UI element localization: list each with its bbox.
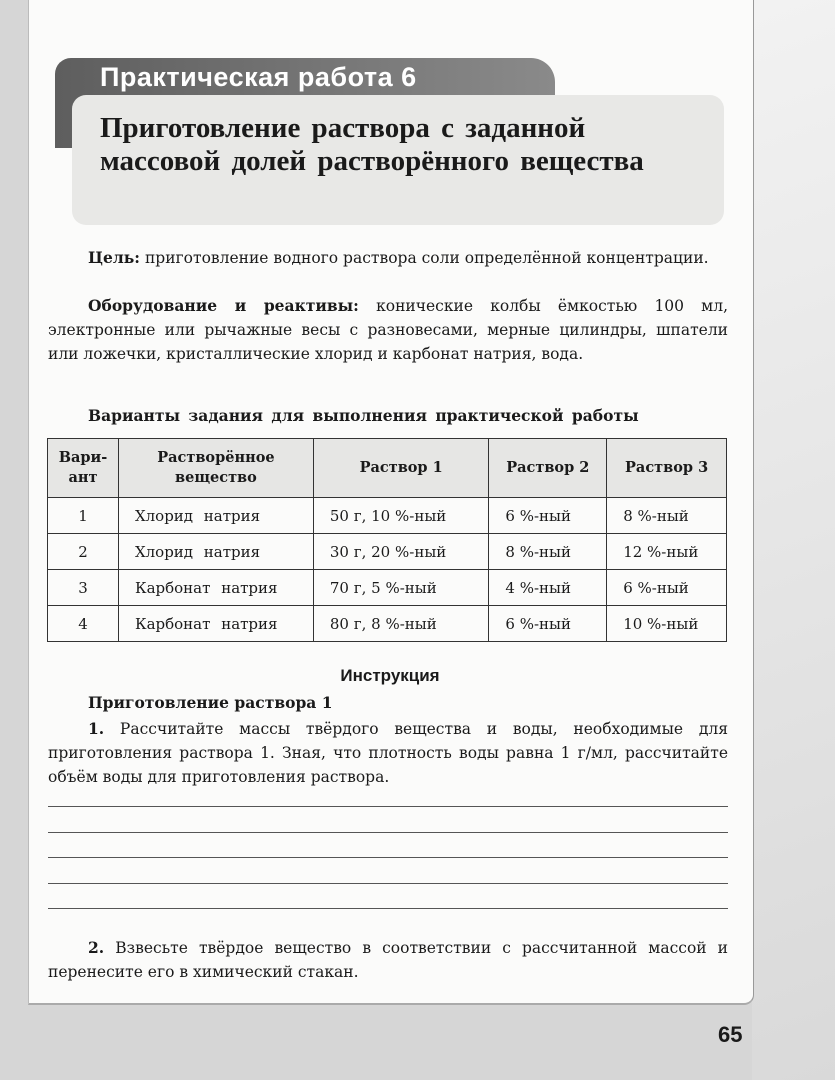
cell-solution-3: 8 %-ный <box>607 498 727 534</box>
step-text: Рассчитайте массы твёрдого вещества и воды, необходимые для приготовления раствора 1. Зная, что плотность воды равна 1 г/мл, рассчитайте объём воды для приготовления раствора. <box>48 720 728 786</box>
table-row <box>48 534 727 570</box>
goal-text: приготовление водного раствора соли определённой концентрации. <box>144 249 709 267</box>
cell-solution-1: 70 г, 5 %-ный <box>313 570 489 606</box>
cell-solution-1: 30 г, 20 %-ный <box>313 534 489 570</box>
equipment-text: конические колбы ёмкостью 100 мл, электронные или рычажные весы с разновесами, мерные цилиндры, шпатели или ложечки, кристаллические хлорид и карбонат натрия, вода. <box>48 297 729 363</box>
instruction-subheading: Приготовление раствора 1 <box>88 693 333 712</box>
cell-substance: Хлорид натрия <box>118 534 313 570</box>
cell-solution-3: 12 %-ный <box>607 534 727 570</box>
header-cell: Раствор 3 <box>607 439 727 498</box>
step-number: 1. <box>88 719 105 738</box>
cell-solution-2: 6 %-ный <box>489 606 607 642</box>
cell-substance: Карбонат натрия <box>118 570 313 606</box>
cell-solution-1: 50 г, 10 %-ный <box>313 498 489 534</box>
header-cell: Раствор 1 <box>313 439 489 498</box>
answer-line <box>48 832 728 833</box>
cell-solution-1: 80 г, 8 %-ный <box>313 606 489 642</box>
answer-line <box>48 908 728 909</box>
cell-variant: 3 <box>48 570 119 606</box>
work-label: Практическая работа 6 <box>100 62 417 92</box>
variants-table <box>47 438 727 642</box>
cell-solution-2: 6 %-ный <box>489 498 607 534</box>
step-1 <box>48 717 728 789</box>
answer-line <box>48 806 728 807</box>
cell-solution-3: 10 %-ный <box>607 606 727 642</box>
table-row <box>48 498 727 534</box>
step-2 <box>48 936 728 984</box>
goal-paragraph <box>48 246 728 270</box>
table-row <box>48 570 727 606</box>
header-cell: Вари-ант <box>48 439 119 498</box>
equipment-label: Оборудование и реактивы: <box>88 296 359 315</box>
goal-label: Цель: <box>88 248 141 267</box>
answer-line <box>48 883 728 884</box>
cell-variant: 1 <box>48 498 119 534</box>
cell-solution-3: 6 %-ный <box>607 570 727 606</box>
instruction-heading: Инструкция <box>340 666 440 685</box>
step-number: 2. <box>88 938 105 957</box>
step-text: Взвесьте твёрдое вещество в соответствии с рассчитанной массой и перенесите его в химический стакан. <box>48 939 728 981</box>
equipment-paragraph <box>48 294 728 366</box>
cell-variant: 2 <box>48 534 119 570</box>
answer-line <box>48 857 728 858</box>
cell-substance: Хлорид натрия <box>118 498 313 534</box>
cell-solution-2: 8 %-ный <box>489 534 607 570</box>
background <box>752 0 835 1080</box>
page-number: 65 <box>718 1022 743 1047</box>
page-title: Приготовление раствора с заданной массовой долей растворённого вещества <box>100 112 644 177</box>
cell-variant: 4 <box>48 606 119 642</box>
table-row <box>48 606 727 642</box>
cell-solution-2: 4 %-ный <box>489 570 607 606</box>
cell-substance: Карбонат натрия <box>118 606 313 642</box>
header-cell: Растворённое вещество <box>118 439 313 498</box>
table-caption: Варианты задания для выполнения практической работы <box>88 406 639 425</box>
table-header-row <box>48 439 727 498</box>
header-cell: Раствор 2 <box>489 439 607 498</box>
